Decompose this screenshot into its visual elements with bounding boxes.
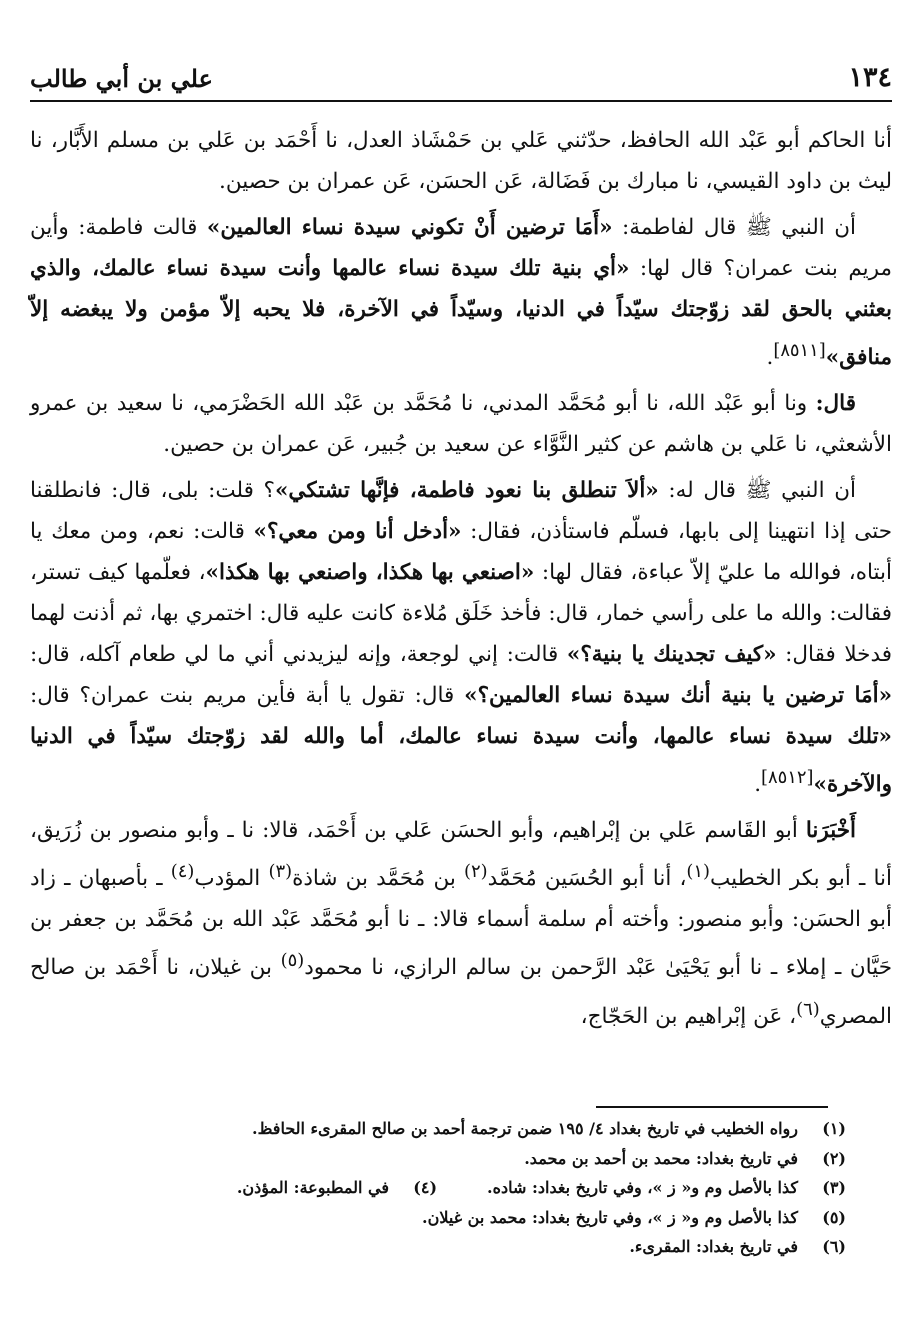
p2-quote-2: «أي بنية تلك سيدة نساء عالمها وأنت سيدة نساء عالمك، والذي بعثني بالحق لقد زوّجتك سيّداً في الدنيا، وسيّداً في الآخرة، فلا يحبه إلاّ مؤمن ولا يبغضه إلاّ منافق» — [30, 256, 892, 371]
p5-part-f: بن غيلان، نا أَحْمَد بن صالح المصري — [30, 955, 892, 1029]
footnote-5-number: (٥) — [822, 1207, 846, 1227]
p4-quote-1: «ألاَ تنطلق بنا نعود فاطمة، فإنَّها تشتكي» — [274, 478, 659, 504]
main-text — [30, 120, 892, 1042]
footnote-ref-3: (٣) — [268, 861, 293, 883]
footnote-6 — [30, 1232, 846, 1262]
paragraph-1-text: أنا الحاكم أبو عَبْد الله الحافظ، حدّثني عَلي بن حَمْشَاذ العدل، نا أَحْمَد بن عَلي بن مسلم الأَبَّار، نا ليث بن داود القيسي، نا مبارك بن فَضَالة، عَن الحسَن، عَن عمران بن حصين. — [30, 128, 892, 194]
footnote-3-number: (٣) — [822, 1178, 846, 1197]
p3-text: ونا أبو عَبْد الله، نا أبو مُحَمَّد المدني، نا مُحَمَّد بن عَبْد الله الحَضْرَمي، نا سعيد بن عمرو الأشعثي، نا عَلي بن هاشم عن كثير النَّوَّاء عن سعيد بن جُبير، عَن عمران بن حصين. — [30, 391, 892, 458]
p4-quote-5: «أمَا ترضين يا بنية أنك سيدة نساء العالمين؟» — [464, 683, 893, 709]
p5-part-d: المؤدب — [194, 866, 269, 892]
p5-part-g: ، عَن إبْراهيم بن الحَجّاج، — [580, 1003, 797, 1029]
footnote-ref-1: (١) — [686, 861, 711, 883]
p3-label: قال: — [815, 391, 856, 417]
p2-end: . — [766, 345, 774, 371]
footnote-6-number: (٦) — [822, 1237, 846, 1256]
p5-part-c: بن مُحَمَّد بن شاذة — [292, 866, 465, 892]
footnote-3-4 — [30, 1173, 846, 1203]
p4-quote-6: «تلك سيدة نساء عالمها، وأنت سيدة نساء عالمك، أما والله لقد زوّجتك سيّداً في الدنيا والآخرة» — [30, 724, 892, 798]
p2-quote-1: «أَمَا ترضين أَنْ تكوني سيدة نساء العالمين» — [206, 215, 613, 240]
footnote-4-number: (٤) — [413, 1178, 438, 1197]
paragraph-4 — [30, 470, 892, 805]
running-title: علي بن أبي طالب — [30, 64, 213, 93]
footnote-5 — [30, 1203, 846, 1233]
footnote-ref-2: (٢) — [464, 861, 488, 883]
p2-middle: قالت فاطمة: وأين مريم بنت عمران؟ قال لها: — [30, 215, 892, 281]
p4-part-e: قالت: إني لوجعة، وإنه ليزيدني أني ما لي طعام آكله، قال: — [30, 642, 567, 668]
paragraph-5 — [30, 810, 892, 1036]
footnote-ref-5: (٥) — [280, 950, 305, 972]
footnote-2-text: في تاريخ بغداد: محمد بن أحمد بن محمد. — [524, 1148, 798, 1168]
footnote-ref-4: (٤) — [170, 861, 195, 883]
footnote-2 — [30, 1144, 846, 1174]
footnote-3-text: كذا بالأصل وم و« ز »، وفي تاريخ بغداد: شاده. — [487, 1178, 798, 1197]
page-number: ١٣٤ — [848, 62, 892, 93]
paragraph-3 — [30, 383, 892, 465]
footnote-5-text: كذا بالأصل وم و« ز »، وفي تاريخ بغداد: محمد بن غيلان. — [422, 1207, 798, 1227]
p2-intro: أن النبي ﷺ قال لفاطمة: — [612, 215, 857, 240]
p5-part-b: ، أنا أبو الحُسَين مُحَمَّد — [487, 866, 687, 892]
footnote-separator — [596, 1106, 828, 1108]
p5-part-a: أبو القَاسم عَلي بن إبْراهيم، وأبو الحسَن عَلي بن أَحْمَد، قالا: نا ـ وأبو منصور بن زُرَيق، أنا ـ أبو بكر الخطيب — [30, 818, 892, 892]
p4-part-c: قالت: نعم، ومن معك يا أبتاه، فوالله ما عليّ إلاّ عباءة، فقال لها: — [30, 519, 892, 586]
p4-ref-number: [٨٥١٢] — [761, 767, 814, 789]
p4-part-b: ؟ قلت: بلى، قال: فانطلقنا حتى إذا انتهينا إلى بابها، فسلّم فاستأذن، فقال: — [30, 478, 892, 545]
p2-ref-number: [٨٥١١] — [773, 340, 826, 361]
footnote-2-number: (٢) — [822, 1148, 846, 1168]
p4-quote-3: «اصنعي بها هكذا، واصنعي بها هكذا» — [205, 560, 535, 586]
p4-part-d: ، فعلّمها كيف تستر، فقالت: والله ما على رأسي خمار، قال: فأخذ خَلَق مُلاءة كانت عليه قال: اختمري بها، ثم أذنت لهما فدخلا فقال: — [30, 560, 893, 668]
footnote-1-text: رواه الخطيب في تاريخ بغداد ٤/ ١٩٥ ضمن ترجمة أحمد بن صالح المقرىء الحافظ. — [252, 1119, 798, 1138]
footnote-4-text: في المطبوعة: المؤذن. — [236, 1178, 390, 1197]
p4-part-f: قال: تقول يا أبة فأين مريم بنت عمران؟ قال: — [30, 683, 465, 709]
footnote-ref-6: (٦) — [796, 998, 820, 1020]
footnote-1-number: (١) — [822, 1119, 846, 1138]
footnote-1 — [30, 1114, 846, 1144]
paragraph-2 — [30, 207, 892, 378]
p5-part-e: ـ بأصبهان ـ زاد أبو الحسَن: وأبو منصور: وأخته أم سلمة أسماء قالا: ـ نا أبو مُحَمَّد عَبْد الله بن مُحَمَّد بن جعفر بن حَيَّان ـ إملاء ـ نا أبو يَحْيَىٰ عَبْد الرَّحمن بن سالم الرازي، نا محمود — [30, 866, 893, 981]
footnote-6-text: في تاريخ بغداد: المقرىء. — [629, 1237, 798, 1256]
p4-part-a: أن النبي ﷺ قال له: — [658, 478, 856, 504]
p4-quote-2: «أدخل أنا ومن معي؟» — [253, 519, 462, 545]
footnotes — [30, 1114, 846, 1262]
p5-label: أَخْبَرَنا — [805, 818, 856, 844]
p4-end: . — [754, 772, 762, 798]
p4-quote-4: «كيف تجدينك يا بنية؟» — [566, 642, 777, 668]
paragraph-1 — [30, 120, 892, 202]
page-header — [30, 60, 892, 102]
